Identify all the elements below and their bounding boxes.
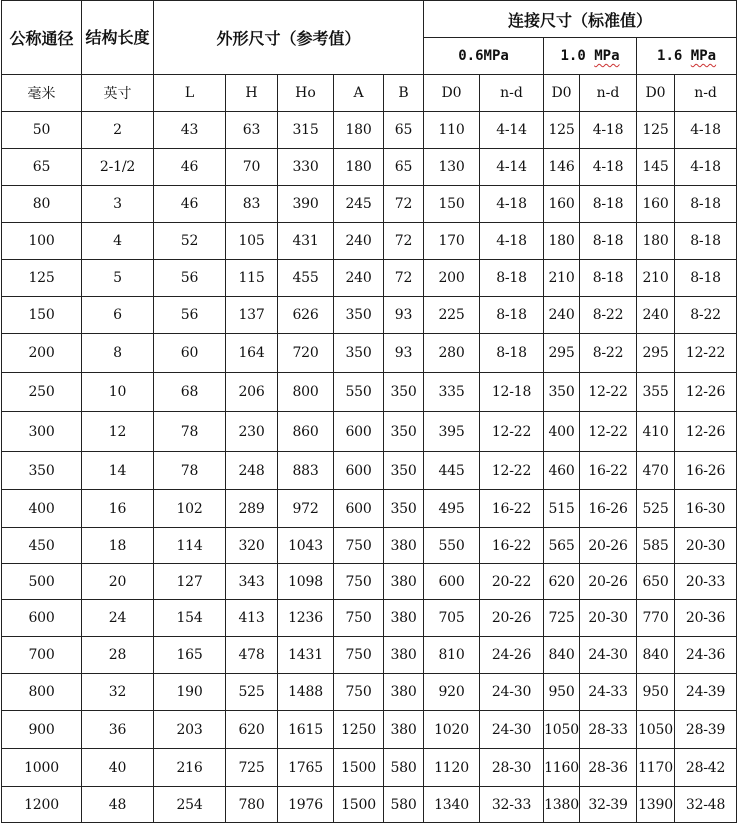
- table-cell: 400: [2, 490, 82, 528]
- table-cell: 750: [334, 637, 384, 674]
- unit-cell: n-d: [675, 75, 737, 112]
- table-cell: 3: [82, 186, 154, 223]
- table-cell: 36: [82, 711, 154, 749]
- table-cell: 380: [384, 711, 424, 749]
- table-cell: 900: [2, 711, 82, 749]
- table-cell: 125: [544, 112, 580, 149]
- unit-cell: A: [334, 75, 384, 112]
- unit-cell: H: [226, 75, 278, 112]
- table-row: [2, 452, 737, 490]
- table-cell: 93: [384, 297, 424, 334]
- table-cell: 146: [544, 149, 580, 186]
- table-cell: 125: [637, 112, 675, 149]
- table-cell: 40: [82, 749, 154, 787]
- table-cell: 200: [2, 334, 82, 373]
- table-cell: 8-18: [480, 260, 544, 297]
- table-cell: 350: [384, 490, 424, 528]
- table-row: [2, 637, 737, 674]
- table-cell: 700: [2, 637, 82, 674]
- table-row: [2, 564, 737, 600]
- table-cell: 254: [154, 787, 226, 823]
- table-cell: 515: [544, 490, 580, 528]
- table-cell: 380: [384, 674, 424, 711]
- table-cell: 125: [2, 260, 82, 297]
- table-cell: 24-30: [580, 637, 637, 674]
- table-cell: 289: [226, 490, 278, 528]
- table-cell: 550: [424, 528, 480, 564]
- table-cell: 860: [278, 412, 334, 452]
- table-cell: 1488: [278, 674, 334, 711]
- table-cell: 780: [226, 787, 278, 823]
- table-cell: 20-26: [580, 564, 637, 600]
- table-cell: 28-30: [480, 749, 544, 787]
- table-cell: 413: [226, 600, 278, 637]
- table-cell: 4-14: [480, 149, 544, 186]
- table-cell: 165: [154, 637, 226, 674]
- table-cell: 12-22: [480, 452, 544, 490]
- table-cell: 20-33: [675, 564, 737, 600]
- pressure-value: 0.6: [458, 48, 484, 64]
- table-cell: 127: [154, 564, 226, 600]
- table-body: [2, 112, 737, 823]
- table-row: [2, 412, 737, 452]
- table-cell: 240: [544, 297, 580, 334]
- table-cell: 600: [2, 600, 82, 637]
- unit-cell: D0: [637, 75, 675, 112]
- table-cell: 24-30: [480, 674, 544, 711]
- table-cell: 840: [637, 637, 675, 674]
- table-cell: 180: [637, 223, 675, 260]
- table-cell: 4-18: [675, 112, 737, 149]
- table-cell: 80: [2, 186, 82, 223]
- table-cell: 1500: [334, 749, 384, 787]
- table-row: [2, 260, 737, 297]
- table-cell: 705: [424, 600, 480, 637]
- table-cell: 315: [278, 112, 334, 149]
- table-cell: 46: [154, 149, 226, 186]
- unit-cell: D0: [424, 75, 480, 112]
- table-cell: 1976: [278, 787, 334, 823]
- table-cell: 20-22: [480, 564, 544, 600]
- table-cell: 180: [544, 223, 580, 260]
- table-cell: 250: [2, 373, 82, 412]
- table-cell: 1200: [2, 787, 82, 823]
- table-cell: 355: [637, 373, 675, 412]
- table-cell: 60: [154, 334, 226, 373]
- table-cell: 1250: [334, 711, 384, 749]
- table-cell: 56: [154, 260, 226, 297]
- table-cell: 12-22: [580, 373, 637, 412]
- table-row: [2, 186, 737, 223]
- table-row: [2, 149, 737, 186]
- table-cell: 455: [278, 260, 334, 297]
- table-cell: 28-39: [675, 711, 737, 749]
- table-cell: 1098: [278, 564, 334, 600]
- header-pressure-1-6: [637, 38, 737, 75]
- table-cell: 350: [2, 452, 82, 490]
- table-cell: 28-42: [675, 749, 737, 787]
- table-cell: 180: [334, 112, 384, 149]
- table-cell: 170: [424, 223, 480, 260]
- table-cell: 190: [154, 674, 226, 711]
- table-cell: 206: [226, 373, 278, 412]
- table-cell: 72: [384, 260, 424, 297]
- header-nominal-diameter: 公称通径: [2, 1, 82, 75]
- table-cell: 725: [226, 749, 278, 787]
- table-cell: 478: [226, 637, 278, 674]
- table-row: [2, 334, 737, 373]
- unit-cell: 毫米: [2, 75, 82, 112]
- table-cell: 1050: [637, 711, 675, 749]
- table-cell: 4-18: [580, 112, 637, 149]
- header-row-1: [2, 1, 737, 38]
- table-cell: 210: [637, 260, 675, 297]
- unit-cell: n-d: [480, 75, 544, 112]
- table-cell: 78: [154, 412, 226, 452]
- table-cell: 114: [154, 528, 226, 564]
- header-pressure-0-6: [424, 38, 544, 75]
- table-cell: 525: [637, 490, 675, 528]
- table-cell: 720: [278, 334, 334, 373]
- table-row: [2, 112, 737, 149]
- table-cell: 63: [226, 112, 278, 149]
- header-pressure-1-0: [544, 38, 637, 75]
- table-cell: 6: [82, 297, 154, 334]
- table-cell: 137: [226, 297, 278, 334]
- unit-cell: D0: [544, 75, 580, 112]
- table-cell: 1170: [637, 749, 675, 787]
- table-cell: 280: [424, 334, 480, 373]
- table-cell: 83: [226, 186, 278, 223]
- table-cell: 110: [424, 112, 480, 149]
- table-cell: 390: [278, 186, 334, 223]
- table-cell: 72: [384, 186, 424, 223]
- table-cell: 12-26: [675, 412, 737, 452]
- table-cell: 10: [82, 373, 154, 412]
- pressure-unit: MPa: [483, 48, 509, 64]
- pressure-value: 1.6: [657, 48, 683, 64]
- table-cell: 24-39: [675, 674, 737, 711]
- table-cell: 750: [334, 564, 384, 600]
- table-cell: 32: [82, 674, 154, 711]
- table-cell: 8-18: [480, 297, 544, 334]
- table-cell: 600: [334, 490, 384, 528]
- table-cell: 410: [637, 412, 675, 452]
- table-row: [2, 373, 737, 412]
- table-cell: 295: [544, 334, 580, 373]
- table-cell: 950: [637, 674, 675, 711]
- table-cell: 115: [226, 260, 278, 297]
- table-cell: 770: [637, 600, 675, 637]
- table-cell: 16-22: [480, 490, 544, 528]
- table-cell: 350: [384, 452, 424, 490]
- table-row: [2, 749, 737, 787]
- table-cell: 32-39: [580, 787, 637, 823]
- unit-cell: L: [154, 75, 226, 112]
- table-cell: 160: [544, 186, 580, 223]
- table-cell: 200: [424, 260, 480, 297]
- table-cell: 16-30: [675, 490, 737, 528]
- table-cell: 145: [637, 149, 675, 186]
- table-cell: 16: [82, 490, 154, 528]
- table-cell: 46: [154, 186, 226, 223]
- table-cell: 102: [154, 490, 226, 528]
- table-cell: 12-22: [580, 412, 637, 452]
- table-cell: 65: [384, 149, 424, 186]
- table-cell: 8-18: [675, 260, 737, 297]
- pressure-unit: MPa: [690, 48, 717, 64]
- table-cell: 1500: [334, 787, 384, 823]
- table-cell: 50: [2, 112, 82, 149]
- table-cell: 1043: [278, 528, 334, 564]
- table-cell: 1050: [544, 711, 580, 749]
- table-cell: 160: [637, 186, 675, 223]
- table-cell: 245: [334, 186, 384, 223]
- table-cell: 343: [226, 564, 278, 600]
- table-row: [2, 600, 737, 637]
- table-cell: 350: [334, 297, 384, 334]
- table-cell: 150: [2, 297, 82, 334]
- table-cell: 56: [154, 297, 226, 334]
- table-cell: 180: [334, 149, 384, 186]
- table-cell: 460: [544, 452, 580, 490]
- table-cell: 495: [424, 490, 480, 528]
- table-cell: 445: [424, 452, 480, 490]
- table-cell: 1380: [544, 787, 580, 823]
- table-cell: 1340: [424, 787, 480, 823]
- table-cell: 32-33: [480, 787, 544, 823]
- table-cell: 1431: [278, 637, 334, 674]
- unit-row: [2, 75, 737, 112]
- table-cell: 350: [384, 412, 424, 452]
- table-cell: 750: [334, 528, 384, 564]
- table-cell: 330: [278, 149, 334, 186]
- table-cell: 1160: [544, 749, 580, 787]
- table-cell: 248: [226, 452, 278, 490]
- table-cell: 395: [424, 412, 480, 452]
- table-cell: 230: [226, 412, 278, 452]
- valve-dimension-table: [1, 0, 737, 823]
- table-cell: 810: [424, 637, 480, 674]
- table-cell: 203: [154, 711, 226, 749]
- table-cell: 16-22: [580, 452, 637, 490]
- table-cell: 525: [226, 674, 278, 711]
- table-cell: 380: [384, 637, 424, 674]
- table-cell: 8-18: [580, 223, 637, 260]
- table-cell: 1615: [278, 711, 334, 749]
- table-cell: 1765: [278, 749, 334, 787]
- table-row: [2, 223, 737, 260]
- table-cell: 470: [637, 452, 675, 490]
- table-cell: 4-18: [675, 149, 737, 186]
- table-cell: 240: [334, 223, 384, 260]
- table-cell: 72: [384, 223, 424, 260]
- table-cell: 450: [2, 528, 82, 564]
- table-cell: 20-36: [675, 600, 737, 637]
- table-cell: 216: [154, 749, 226, 787]
- table-cell: 4-14: [480, 112, 544, 149]
- table-cell: 12-18: [480, 373, 544, 412]
- table-cell: 320: [226, 528, 278, 564]
- table-cell: 350: [384, 373, 424, 412]
- table-cell: 12-26: [675, 373, 737, 412]
- unit-cell: B: [384, 75, 424, 112]
- table-cell: 150: [424, 186, 480, 223]
- table-cell: 1120: [424, 749, 480, 787]
- table-row: [2, 674, 737, 711]
- table-cell: 585: [637, 528, 675, 564]
- table-row: [2, 711, 737, 749]
- pressure-value: 1.0: [560, 48, 586, 64]
- table-cell: 2: [82, 112, 154, 149]
- table-cell: 4-18: [580, 149, 637, 186]
- table-cell: 20-26: [580, 528, 637, 564]
- table-cell: 350: [544, 373, 580, 412]
- table-cell: 750: [334, 600, 384, 637]
- table-cell: 725: [544, 600, 580, 637]
- header-outline-dimensions: 外形尺寸（参考值）: [154, 1, 424, 75]
- table-cell: 154: [154, 600, 226, 637]
- table-cell: 14: [82, 452, 154, 490]
- table-cell: 52: [154, 223, 226, 260]
- table-cell: 24-36: [675, 637, 737, 674]
- table-cell: 16-26: [580, 490, 637, 528]
- table-cell: 883: [278, 452, 334, 490]
- table-cell: 28-33: [580, 711, 637, 749]
- table-cell: 65: [384, 112, 424, 149]
- unit-cell: n-d: [580, 75, 637, 112]
- table-cell: 8-22: [580, 334, 637, 373]
- table-cell: 24-26: [480, 637, 544, 674]
- table-cell: 4-18: [480, 223, 544, 260]
- table-cell: 8-18: [675, 223, 737, 260]
- table-cell: 4-18: [480, 186, 544, 223]
- table-cell: 295: [637, 334, 675, 373]
- table-cell: 626: [278, 297, 334, 334]
- table-cell: 580: [384, 749, 424, 787]
- table-cell: 8-22: [580, 297, 637, 334]
- table-cell: 380: [384, 528, 424, 564]
- header-connection-dimensions: 连接尺寸（标准值）: [424, 1, 737, 38]
- table-cell: 1000: [2, 749, 82, 787]
- table-cell: 565: [544, 528, 580, 564]
- table-cell: 500: [2, 564, 82, 600]
- table-cell: 600: [334, 412, 384, 452]
- table-cell: 650: [637, 564, 675, 600]
- table-row: [2, 297, 737, 334]
- table-cell: 225: [424, 297, 480, 334]
- table-row: [2, 490, 737, 528]
- table-cell: 8-18: [675, 186, 737, 223]
- table-cell: 8-18: [580, 260, 637, 297]
- table-cell: 18: [82, 528, 154, 564]
- table-cell: 8-18: [480, 334, 544, 373]
- table-cell: 12-22: [675, 334, 737, 373]
- table-cell: 920: [424, 674, 480, 711]
- table-cell: 620: [226, 711, 278, 749]
- table-cell: 335: [424, 373, 480, 412]
- table-cell: 130: [424, 149, 480, 186]
- table-cell: 400: [544, 412, 580, 452]
- table-cell: 100: [2, 223, 82, 260]
- table-cell: 1236: [278, 600, 334, 637]
- table-cell: 380: [384, 600, 424, 637]
- table-row: [2, 787, 737, 823]
- table-cell: 20-26: [480, 600, 544, 637]
- header-structure-length: 结构长度: [82, 1, 154, 75]
- table-cell: 1390: [637, 787, 675, 823]
- table-cell: 105: [226, 223, 278, 260]
- table-cell: 32-48: [675, 787, 737, 823]
- table-cell: 4: [82, 223, 154, 260]
- table-cell: 16-22: [480, 528, 544, 564]
- table-cell: 28: [82, 637, 154, 674]
- table-cell: 600: [424, 564, 480, 600]
- table-cell: 972: [278, 490, 334, 528]
- table-cell: 1020: [424, 711, 480, 749]
- table-cell: 350: [334, 334, 384, 373]
- table-cell: 12-22: [480, 412, 544, 452]
- table-cell: 240: [637, 297, 675, 334]
- table-cell: 600: [334, 452, 384, 490]
- table-cell: 750: [334, 674, 384, 711]
- table-cell: 164: [226, 334, 278, 373]
- table-cell: 12: [82, 412, 154, 452]
- table-cell: 28-36: [580, 749, 637, 787]
- table-cell: 5: [82, 260, 154, 297]
- table-cell: 43: [154, 112, 226, 149]
- table-cell: 580: [384, 787, 424, 823]
- table-cell: 380: [384, 564, 424, 600]
- table-cell: 620: [544, 564, 580, 600]
- table-cell: 93: [384, 334, 424, 373]
- table-cell: 24: [82, 600, 154, 637]
- table-cell: 300: [2, 412, 82, 452]
- table-row: [2, 528, 737, 564]
- table-cell: 48: [82, 787, 154, 823]
- table-cell: 8-18: [580, 186, 637, 223]
- table-cell: 8-22: [675, 297, 737, 334]
- table-cell: 20-30: [580, 600, 637, 637]
- pressure-unit: MPa: [594, 48, 620, 64]
- table-cell: 431: [278, 223, 334, 260]
- table-cell: 550: [334, 373, 384, 412]
- table-cell: 800: [2, 674, 82, 711]
- table-cell: 2-1/2: [82, 149, 154, 186]
- table-cell: 78: [154, 452, 226, 490]
- unit-cell: 英寸: [82, 75, 154, 112]
- table-cell: 840: [544, 637, 580, 674]
- table-cell: 20-30: [675, 528, 737, 564]
- unit-cell: Ho: [278, 75, 334, 112]
- table-cell: 20: [82, 564, 154, 600]
- table-cell: 16-26: [675, 452, 737, 490]
- table-cell: 70: [226, 149, 278, 186]
- table-cell: 800: [278, 373, 334, 412]
- table-cell: 240: [334, 260, 384, 297]
- table-cell: 68: [154, 373, 226, 412]
- table-cell: 65: [2, 149, 82, 186]
- table-cell: 8: [82, 334, 154, 373]
- table-cell: 24-33: [580, 674, 637, 711]
- table-cell: 210: [544, 260, 580, 297]
- table-cell: 950: [544, 674, 580, 711]
- table-cell: 24-30: [480, 711, 544, 749]
